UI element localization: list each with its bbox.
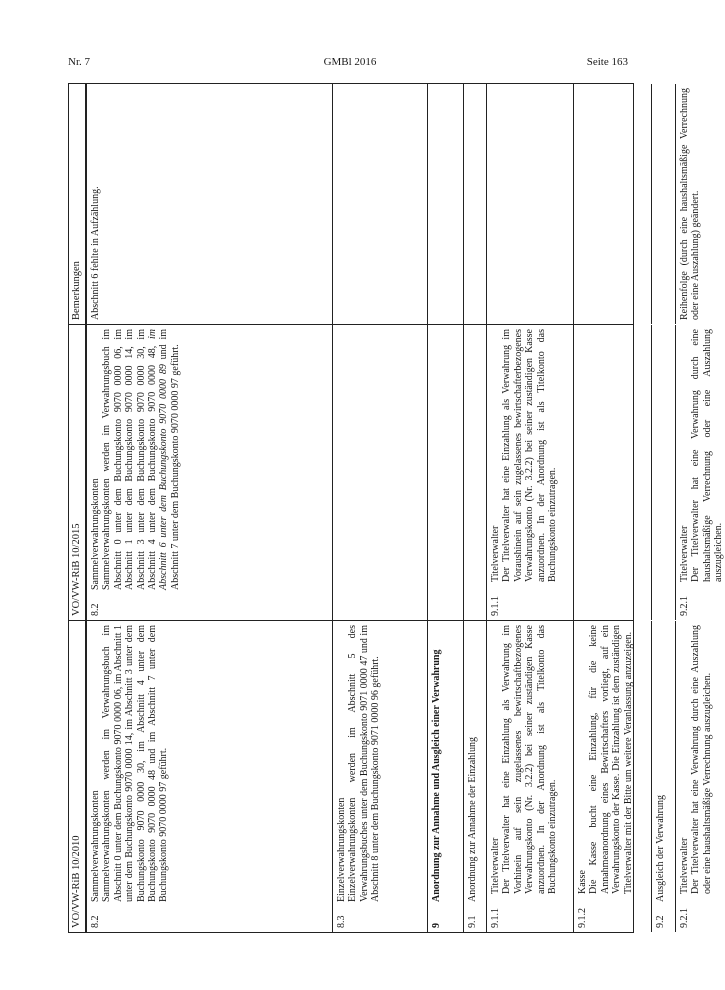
- section-number: 9.2.1: [679, 596, 690, 616]
- section-text: Der Titelverwalter hat eine Verwahrung durch eine haushaltsmäßige Verrechnung oder eine Auszahlung auszugleichen.: [690, 329, 725, 582]
- column-remarks: [69, 84, 702, 324]
- table-cell: [87, 621, 333, 932]
- section-title: Titelverwalter: [679, 837, 690, 894]
- section-number: 9.1.1: [490, 596, 501, 616]
- section-number: 8.2: [90, 915, 101, 928]
- remark-text: Abschnitt 6 fehlte in Aufzählung.: [90, 186, 101, 320]
- section-text: und im Abschnitt 7 unter dem Buchungskonto 9070 0000 97 geführt.: [158, 328, 181, 590]
- table-cell: [333, 84, 428, 324]
- table-cell: [333, 621, 428, 932]
- table-cell: [428, 84, 464, 324]
- table-cell: [652, 325, 676, 620]
- table-cell: [464, 84, 487, 324]
- section-text: Der Titelverwalter hat eine Einzahlung als Verwahrung im Vorhinein auf sein zugelassenes bewirtschaftbezogenes Verwahrungskonto (Nr. 3.2.2) bei seiner zuständigen Kasse anzuordnen. In der Anordnung ist als Titelkonto das Buchungskonto einzutragen.: [501, 625, 559, 894]
- section-text: Sammelverwahrungskonten werden im Verwahrungsbuch im Abschnitt 0 unter dem Buchungskonto 9070 0000 06, im Abschnitt 1 unter dem Buchungskonto 9070 0000 14, im Abschnitt 3 unter dem Buchungskonto 9070 0000 30, im Abschnitt 4 unter dem Buchungskonto 9070 0000 48,: [101, 329, 159, 590]
- remark-text: Reihenfolge (durch eine haushaltsmäßige Verrechnung oder eine Auszahlung) geändert.: [679, 88, 702, 320]
- section-title: Kasse: [577, 870, 588, 894]
- section-number: 9.1.2: [577, 908, 588, 928]
- section-number: 9.1: [467, 915, 478, 928]
- column-header-2010: VO/VW-RiB 10/2010: [69, 621, 87, 932]
- table-cell: [428, 325, 464, 620]
- column-2015: [69, 324, 725, 620]
- section-title: Sammelverwahrungskonten: [90, 478, 101, 590]
- section-title: Titelverwalter: [490, 525, 501, 582]
- table-cell: [333, 325, 428, 620]
- section-number: 9.2: [655, 915, 666, 928]
- section-number: 8.3: [336, 915, 347, 928]
- page-header-page-number: Seite 163: [586, 56, 628, 68]
- section-text-emphasis: im Abschnitt 6 unter dem Buchungskonto 9070 0000 89: [147, 329, 170, 590]
- comparison-table: [68, 83, 725, 933]
- page-header-publication: GMBl 2016: [323, 56, 377, 68]
- table-cell: [676, 621, 713, 932]
- table-cell: [676, 325, 725, 620]
- section-text: Der Titelverwalter hat eine Einzahlung als Verwahrung im Voraushinein auf sein zugelassenes bewirtschafterbezogenes Verwahrungskonto (Nr. 3.2.2) bei seiner zuständigen Kasse anzuordnen. In der Anordnung ist als Titelkonto das Buchungskonto einzutragen.: [501, 329, 559, 582]
- table-cell: [574, 325, 652, 620]
- column-header-2015: VO/VW-RiB 10/2015: [69, 325, 87, 620]
- section-title: Titelverwalter: [490, 837, 501, 894]
- table-cell: [428, 621, 464, 932]
- table-cell: [487, 84, 574, 324]
- section-number: 8.2: [90, 603, 101, 616]
- table-cell: [652, 84, 676, 324]
- section-title: Titelverwalter: [679, 525, 690, 582]
- section-number: 9: [431, 923, 442, 928]
- table-cell: [87, 84, 333, 324]
- section-text: Sammelverwahrungskonten werden im Verwahrungsbuch im Abschnitt 0 unter dem Buchungskonto 9070 0000 06, im Abschnitt 1 unter dem Buchungskonto 9070 0000 14, im Abschnitt 3 unter dem Buchungskonto 9070 0000 30, im Abschnitt 4 unter dem Buchungskonto 9070 0000 48 und im Abschnitt 7 unter dem Buchungskonto 9070 0000 97 geführt.: [101, 625, 170, 902]
- table-cell: [464, 621, 487, 932]
- table-cell: [574, 621, 652, 932]
- section-text: Einzelverwahrungskonten werden im Abschnitt 5 des Verwahrungsbuches unter dem Buchungskonto 9071 0000 47 und im Abschnitt 8 unter dem Buchungskonto 9071 0000 96 geführt.: [347, 625, 382, 902]
- section-text: Die Kasse bucht eine Einzahlung, für die keine Annahmeanordnung eines Bewirtschafters vorliegt, auf ein Verwahrungskonto der Kasse. Die Einzahlung ist dem zuständigen Titelverwalter mit der Bitte um weitere Veranlassung anzuzeigen.: [588, 625, 634, 894]
- section-title: Einzelverwahrungskonten: [336, 797, 347, 902]
- section-title: Sammelverwahrungskonten: [90, 790, 101, 902]
- table-cell: [652, 621, 676, 932]
- table-cell: [487, 621, 574, 932]
- table-cell: [87, 325, 333, 620]
- section-text: Der Titelverwalter hat eine Verwahrung durch eine Auszahlung oder eine haushaltsmäßige Verrechnung auszugleichen.: [690, 625, 713, 894]
- column-2010: [69, 620, 713, 932]
- table-cell: [676, 84, 702, 324]
- table-cell: [574, 84, 652, 324]
- column-header-remarks: Bemerkungen: [69, 84, 87, 324]
- section-number: 9.2.1: [679, 908, 690, 928]
- comparison-table-wrapper: [68, 83, 725, 933]
- section-heading: Anordnung zur Annahme und Ausgleich einer Verwahrung: [431, 649, 442, 902]
- section-number: 9.1.1: [490, 908, 501, 928]
- page-header-issue: Nr. 7: [68, 56, 90, 68]
- section-heading: Anordnung zur Annahme der Einzahlung: [467, 737, 478, 902]
- section-heading: Ausgleich der Verwahrung: [655, 794, 666, 902]
- table-cell: [464, 325, 487, 620]
- table-cell: [487, 325, 574, 620]
